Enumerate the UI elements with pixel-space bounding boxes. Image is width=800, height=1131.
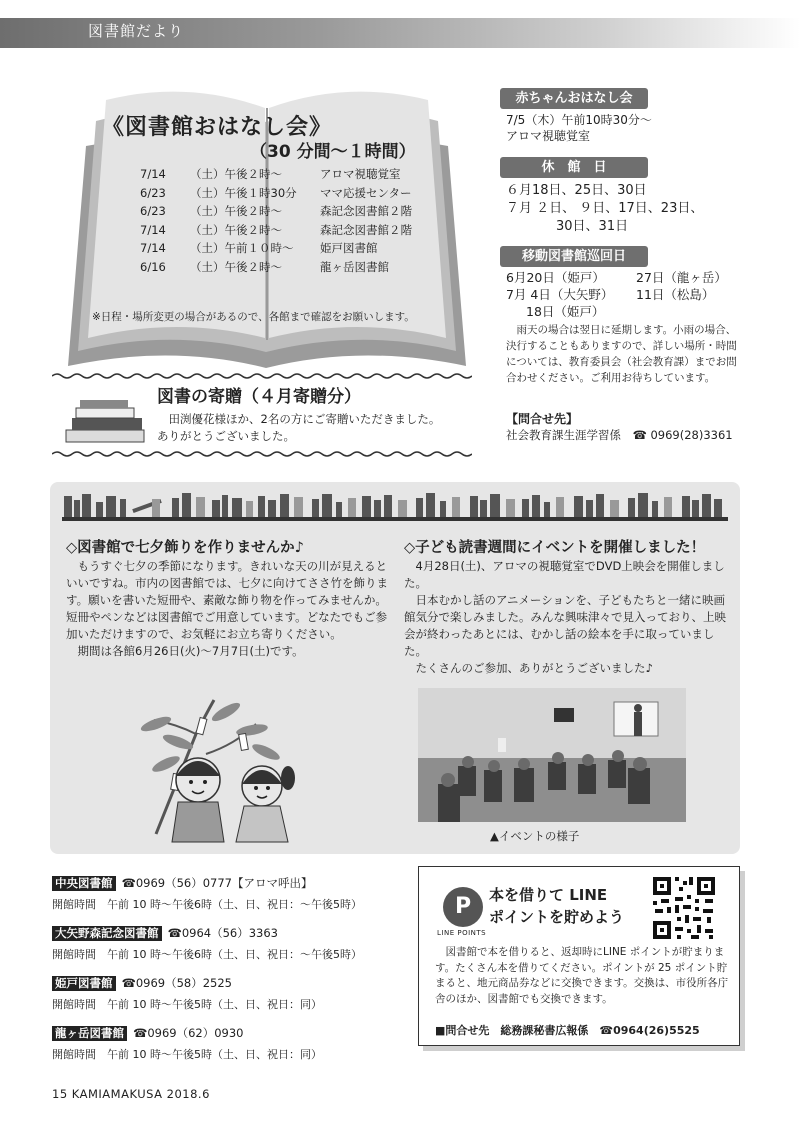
- library-entry-himedo: [52, 972, 412, 1012]
- schedule-place: 龍ヶ岳図書館: [320, 259, 389, 274]
- schedule-place: 姫戸図書館: [320, 241, 378, 255]
- library-entry-oyano: [52, 922, 412, 962]
- reading-week-paragraph3: たくさんのご参加、ありがとうございました♪: [415, 661, 653, 675]
- donation-text: [157, 411, 440, 445]
- page-footer: 15 KAMIAMAKUSA 2018.6: [52, 1087, 210, 1101]
- mobile-row1-a: 6月20日（姫戸）: [506, 270, 605, 285]
- schedule-place: アロマ視聴覚室: [320, 167, 401, 181]
- library-hours-list: [52, 872, 412, 1062]
- reading-week-paragraph1: 4月28日(土)、アロマの視聴覚室でDVD上映会を開催しました。: [404, 559, 725, 590]
- line-points-body: 図書館で本を借りると、返却時にLINE ポイントが貯まります。たくさん本を借りてください。ポイントが 25 ポイント貯まると、地元商品券などに交換できます。交換は、市役所各庁舎のほか、図書館でも交換できます。: [435, 946, 729, 1005]
- tanabata-body: [66, 558, 392, 660]
- library-entry-ryugatake: [52, 1022, 412, 1062]
- baby-storytime-place: アロマ視聴覚室: [506, 129, 591, 143]
- library-tel: ☎0969（56）0777【アロマ呼出】: [121, 876, 313, 890]
- tanabata-children-illustration: [136, 694, 322, 844]
- section-title: 図書館だより: [88, 22, 185, 40]
- schedule-time: （土）午後２時～: [190, 259, 282, 274]
- line-points-title1: 本を借りて LINE: [489, 886, 608, 904]
- library-hours: 開館時間 午前 10 時～午後6時（土、日、祝日：～午後5時）: [52, 948, 362, 961]
- library-name: 姫戸図書館: [52, 976, 116, 991]
- closed-days-june: ６月18日、25日、30日: [506, 183, 647, 198]
- library-tel: ☎0969（58）2525: [121, 976, 232, 990]
- baby-storytime-date: 7/5（木）午前10時30分～: [506, 113, 652, 127]
- mobile-row1-b: 27日（龍ヶ岳）: [636, 270, 727, 285]
- reading-week-paragraph2: 日本むかし話のアニメーションを、子どもたちと一緒に映画館気分で楽しみました。みんな興味津々で見入っており、上映会が終わったあとには、むかし話の絵本を手に取っていました。: [404, 593, 726, 658]
- schedule-row: [140, 165, 460, 184]
- bookshelf-border: [62, 490, 728, 522]
- closed-days-july-cont: 30日、31日: [556, 219, 629, 234]
- mobile-row2-a: 7月 4日（大矢野）: [506, 287, 614, 302]
- tanabata-paragraph1: もうすぐ七夕の季節になります。きれいな天の川が見えるといいですね。市内の図書館では、七夕に向けてささ竹を飾ります。願いを書いた短冊や、素敵な飾り物を作ってみませんか。短冊やペンなどは図書館でご用意しています。どなたでもご参加いただけますので、お気軽にお立ち寄りください。: [66, 559, 388, 641]
- reading-week-title: ◇子ども読書週間にイベントを開催しました！: [404, 540, 706, 556]
- mobile-row2-b: 11日（松島）: [636, 287, 715, 302]
- wavy-divider-top: [52, 372, 472, 380]
- baby-storytime-heading: 赤ちゃんおはなし会: [500, 88, 648, 109]
- schedule-place: 森記念図書館２階: [320, 222, 412, 237]
- schedule-row: [140, 221, 460, 240]
- inquiry-heading: 【問合せ先】: [506, 412, 579, 426]
- schedule-date: 7/14: [140, 167, 166, 181]
- schedule-place: 森記念図書館２階: [320, 204, 412, 218]
- schedule-time: （土）午後２時～: [190, 167, 282, 181]
- storytime-title: 《図書館おはなし会》: [102, 115, 333, 140]
- donation-line2: ありがとうございました。: [157, 429, 295, 443]
- schedule-row: [140, 184, 460, 203]
- event-photo-caption: ▲イベントの様子: [490, 829, 580, 843]
- schedule-row: [140, 202, 460, 221]
- library-tel: ☎0969（62）0930: [133, 1026, 244, 1040]
- mobile-row3: 18日（姫戸）: [526, 304, 605, 319]
- library-hours: 開館時間 午前 10 時～午後6時（土、日、祝日：～午後5時）: [52, 898, 362, 911]
- reading-week-body: [404, 558, 730, 677]
- inquiry-contact: 社会教育課生涯学習係 ☎ 0969(28)3361: [506, 428, 733, 442]
- mobile-library-note: 雨天の場合は翌日に延期します。小雨の場合、決行することもありますので、詳しい場所・時間については、教育委員会（社会教育課）までお問合わせください。ご利用お待ちしています。: [506, 324, 737, 384]
- schedule-date: 6/16: [140, 259, 166, 274]
- library-name: 大矢野森記念図書館: [52, 926, 162, 941]
- book-stack-icon: [64, 398, 148, 444]
- schedule-row: [140, 239, 460, 258]
- schedule-time: （土）午後２時～: [190, 204, 282, 218]
- storytime-note: ※日程・場所変更の場合があるので、各館まで確認をお願いします。: [92, 311, 415, 323]
- schedule-date: 7/14: [140, 241, 166, 255]
- storytime-schedule: [140, 165, 460, 276]
- qr-code-icon: [651, 875, 717, 941]
- tanabata-paragraph2: 期間は各館6月26日(火)～7月7日(土)です。: [77, 644, 304, 658]
- line-points-contact: ■問合せ先 総務課秘書広報係 ☎0964(26)5525: [435, 1024, 700, 1037]
- event-photo: [418, 688, 686, 822]
- library-hours: 開館時間 午前 10 時～午後5時（土、日、祝日：同）: [52, 1048, 322, 1061]
- library-name: 中央図書館: [52, 876, 116, 891]
- schedule-time: （土）午後１時30分: [190, 185, 297, 200]
- schedule-date: 6/23: [140, 185, 166, 200]
- library-entry-central: [52, 872, 412, 912]
- schedule-time: （土）午後２時～: [190, 222, 282, 237]
- storytime-subtitle: （30 分間～１時間）: [250, 142, 416, 162]
- line-points-box: [418, 866, 740, 1046]
- donation-line1: 田渕優花様ほか、2名の方にご寄贈いただきました。: [168, 412, 441, 426]
- schedule-time: （土）午前１０時～: [190, 241, 294, 255]
- mobile-library-heading: 移動図書館巡回日: [500, 246, 648, 267]
- library-tel: ☎0964（56）3363: [167, 926, 278, 940]
- library-hours: 開館時間 午前 10 時～午後5時（土、日、祝日：同）: [52, 998, 322, 1011]
- wavy-divider-bottom: [52, 450, 472, 458]
- schedule-date: 7/14: [140, 222, 166, 237]
- line-points-logo: P: [443, 887, 483, 927]
- schedule-row: [140, 258, 460, 277]
- line-points-logo-caption: LINE POINTS: [437, 929, 487, 937]
- closed-days-heading: 休 館 日: [500, 157, 648, 178]
- schedule-date: 6/23: [140, 204, 166, 218]
- tanabata-title: ◇図書館で七夕飾りを作りませんか♪: [66, 540, 304, 556]
- schedule-place: ママ応援センター: [320, 185, 412, 200]
- line-points-title2: ポイントを貯めよう: [489, 908, 625, 926]
- closed-days-july: ７月 ２日、 ９日、17日、23日、: [506, 201, 704, 216]
- library-name: 龍ヶ岳図書館: [52, 1026, 127, 1041]
- donation-title: 図書の寄贈（４月寄贈分）: [157, 387, 361, 407]
